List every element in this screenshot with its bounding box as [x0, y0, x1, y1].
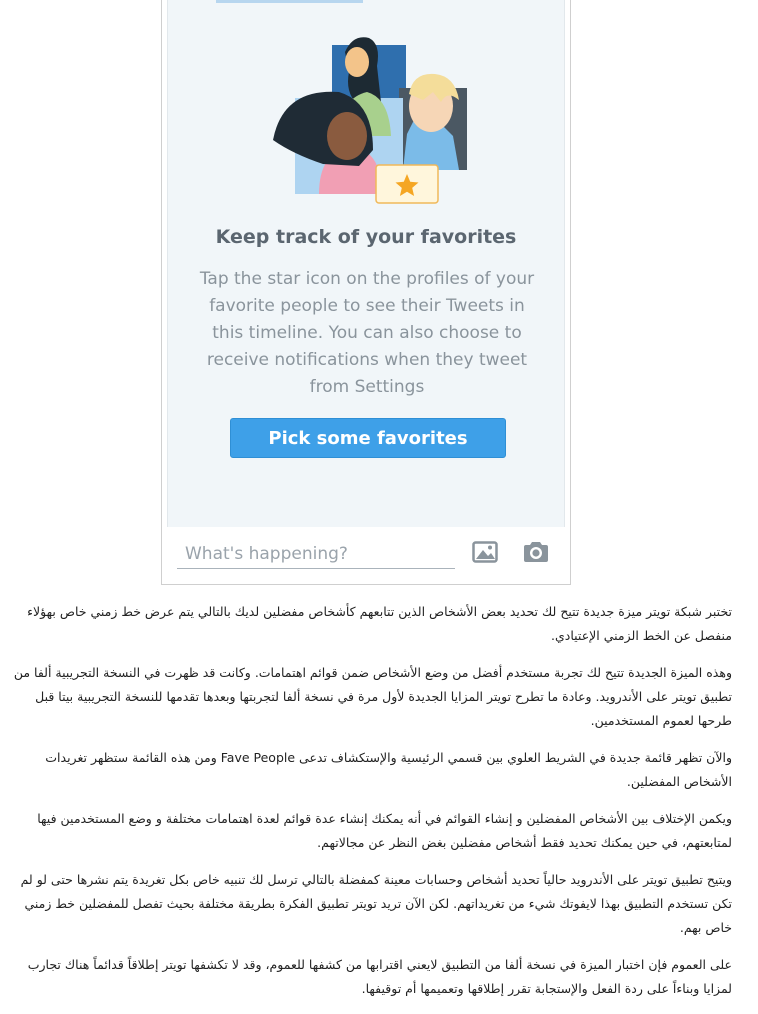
- favorites-timeline: [167, 0, 565, 527]
- tweet-composer: [167, 527, 565, 583]
- camera-icon[interactable]: [522, 540, 550, 564]
- image-icon[interactable]: [472, 541, 498, 563]
- article-paragraph: والآن تظهر قائمة جديدة في الشريط العلوي بين قسمي الرئيسية والإستكشاف تدعى Fave People ومن هذه القائمة ستظهر تغريدات الأشخاص المفضلين.: [45, 750, 732, 789]
- article-paragraph: وهذه الميزة الجديدة تتيح لك تجربة مستخدم أفضل من وضع الأشخاص ضمن قوائم اهتمامات. وكانت قد ظهرت في النسخة التجريبية ألفا من تطبيق تويتر على الأندرويد. وعادة ما تطرح تويتر المزايا الجديدة لأول مرة في نسخة ألفا لتجربتها وبعدها تقدمها للنسخة التجريبية بيتا قبل طرحها لعموم المستخدمين.: [13, 665, 732, 728]
- article-paragraph: ويتيح تطبيق تويتر على الأندرويد حالياً تحديد أشخاص وحسابات معينة كمفضلة بالتالي ترسل لك تنبيه خاص بكل تغريدة يتم نشرها حتى لو لم تكن تستخدم التطبيق بهذا لايفوتك شيء من تغريداتهم. لكن الآن تريد تويتر تطبيق الفكرة بطريقة مختلفة بحيث تفصل للمفضلين خط زمني خاص بهم.: [20, 872, 732, 935]
- article-paragraph: تختبر شبكة تويتر ميزة جديدة تتيح لك تحديد بعض الأشخاص الذين تتابعهم كأشخاص مفضلين لديك بالتالي يتم عرض خط زمني خاص بهؤلاء منفصل عن الخط الزمني الإعتيادي.: [27, 604, 732, 643]
- phone-screenshot: [161, 0, 571, 585]
- tab-indicator: [216, 0, 363, 3]
- article-paragraph: ويكمن الإختلاف بين الأشخاص المفضلين و إنشاء القوائم في أنه يمكنك إنشاء عدة قوائم لعدة اهتمامات مختلفة و وضع المستخدمين فيها لمتابعتهم، في حين يمكنك تحديد فقط أشخاص مفضلين بغض النظر عن مجالاتهم.: [37, 811, 732, 850]
- empty-state-description: Tap the star icon on the profiles of your favorite people to see their Tweets in this timeline. You can also choose to receive notifications when they tweet from Settings: [199, 269, 535, 397]
- article-paragraph: على العموم فإن اختبار الميزة في نسخة ألفا من التطبيق لايعني اقترابها من كشفها للعموم، وقد لا تكشفها تويتر إطلاقاً قدائماً هناك تجارب لمزايا وبناءاً على ردة الفعل والإستجابة تقرر إطلاقها وتعميمها أم توقيفها.: [27, 957, 732, 996]
- compose-tweet-input[interactable]: [177, 539, 455, 569]
- pick-favorites-button[interactable]: Pick some favorites: [230, 418, 506, 458]
- empty-state-title: Keep track of your favorites: [215, 226, 517, 248]
- favorites-illustration: [273, 32, 473, 212]
- article-body: [0, 600, 732, 1014]
